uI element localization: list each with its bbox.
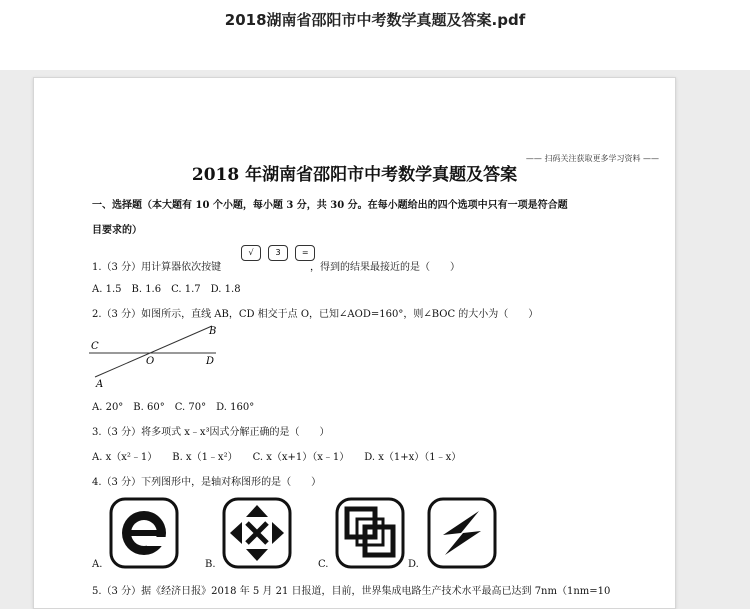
question-3-options: A. x（x²﹣1） B. x（1﹣x²） C. x（x+1）（x﹣1） D. x（1+x）（1﹣x） (92, 452, 462, 463)
sqrt-key-icon: √ (241, 245, 261, 261)
logo-squares-icon (335, 497, 405, 569)
document-title: 2018湖南省邵阳市中考数学真题及答案.pdf (224, 11, 526, 29)
question-2-text: 2.（3 分）如图所示，直线 AB，CD 相交于点 O，已知∠AOD=160°，则∠BOC 的大小为（ ） (92, 309, 539, 320)
question-1-options: A. 1.5 B. 1.6 C. 1.7 D. 1.8 (92, 284, 241, 295)
logo-arrows-icon (222, 497, 292, 569)
question-1-suffix: ，得到的结果最接近的是（ ） (310, 262, 460, 273)
logo-s-icon (427, 497, 497, 569)
question-3-text: 3.（3 分）将多项式 x﹣x³因式分解正确的是（ ） (92, 427, 330, 438)
option-d-label: D. (408, 559, 419, 570)
intersecting-lines-figure (89, 323, 229, 391)
question-5-text: 5.（3 分）据《经济日报》2018 年 5 月 21 日报道，目前，世界集成电路生产技术水平最高已达到 7nm（1nm=10 (92, 586, 611, 597)
section-instructions-line2: 目要求的） (92, 225, 142, 236)
label-a: A (96, 379, 104, 390)
label-o: O (146, 356, 155, 367)
section-instructions-line1: 一、选择题（本大题有 10 个小题，每小题 3 分，共 30 分。在每小题给出的四个选项中只有一项是符合题 (92, 200, 568, 211)
calculator-keys (239, 242, 315, 261)
question-2-options: A. 20° B. 60° C. 70° D. 160° (92, 402, 255, 413)
three-key-icon: 3 (268, 245, 288, 261)
viewer-header (0, 0, 750, 70)
question-1-prefix: 1.（3 分）用计算器依次按键 (92, 262, 222, 273)
label-d: D (206, 356, 215, 367)
pdf-page (33, 77, 676, 609)
page-watermark: —— 扫码关注获取更多学习资料 —— (525, 154, 659, 163)
question-4-text: 4.（3 分）下列图形中，是轴对称图形的是（ ） (92, 477, 322, 488)
label-c: C (91, 341, 99, 352)
option-b-label: B. (205, 559, 216, 570)
label-b: B (209, 326, 217, 337)
logo-e-icon (109, 497, 179, 569)
option-c-label: C. (318, 559, 329, 570)
page-heading: 2018 年湖南省邵阳市中考数学真题及答案 (191, 165, 518, 185)
equals-key-icon: = (295, 245, 315, 261)
line-ab (95, 326, 215, 377)
option-a-label: A. (92, 559, 103, 570)
